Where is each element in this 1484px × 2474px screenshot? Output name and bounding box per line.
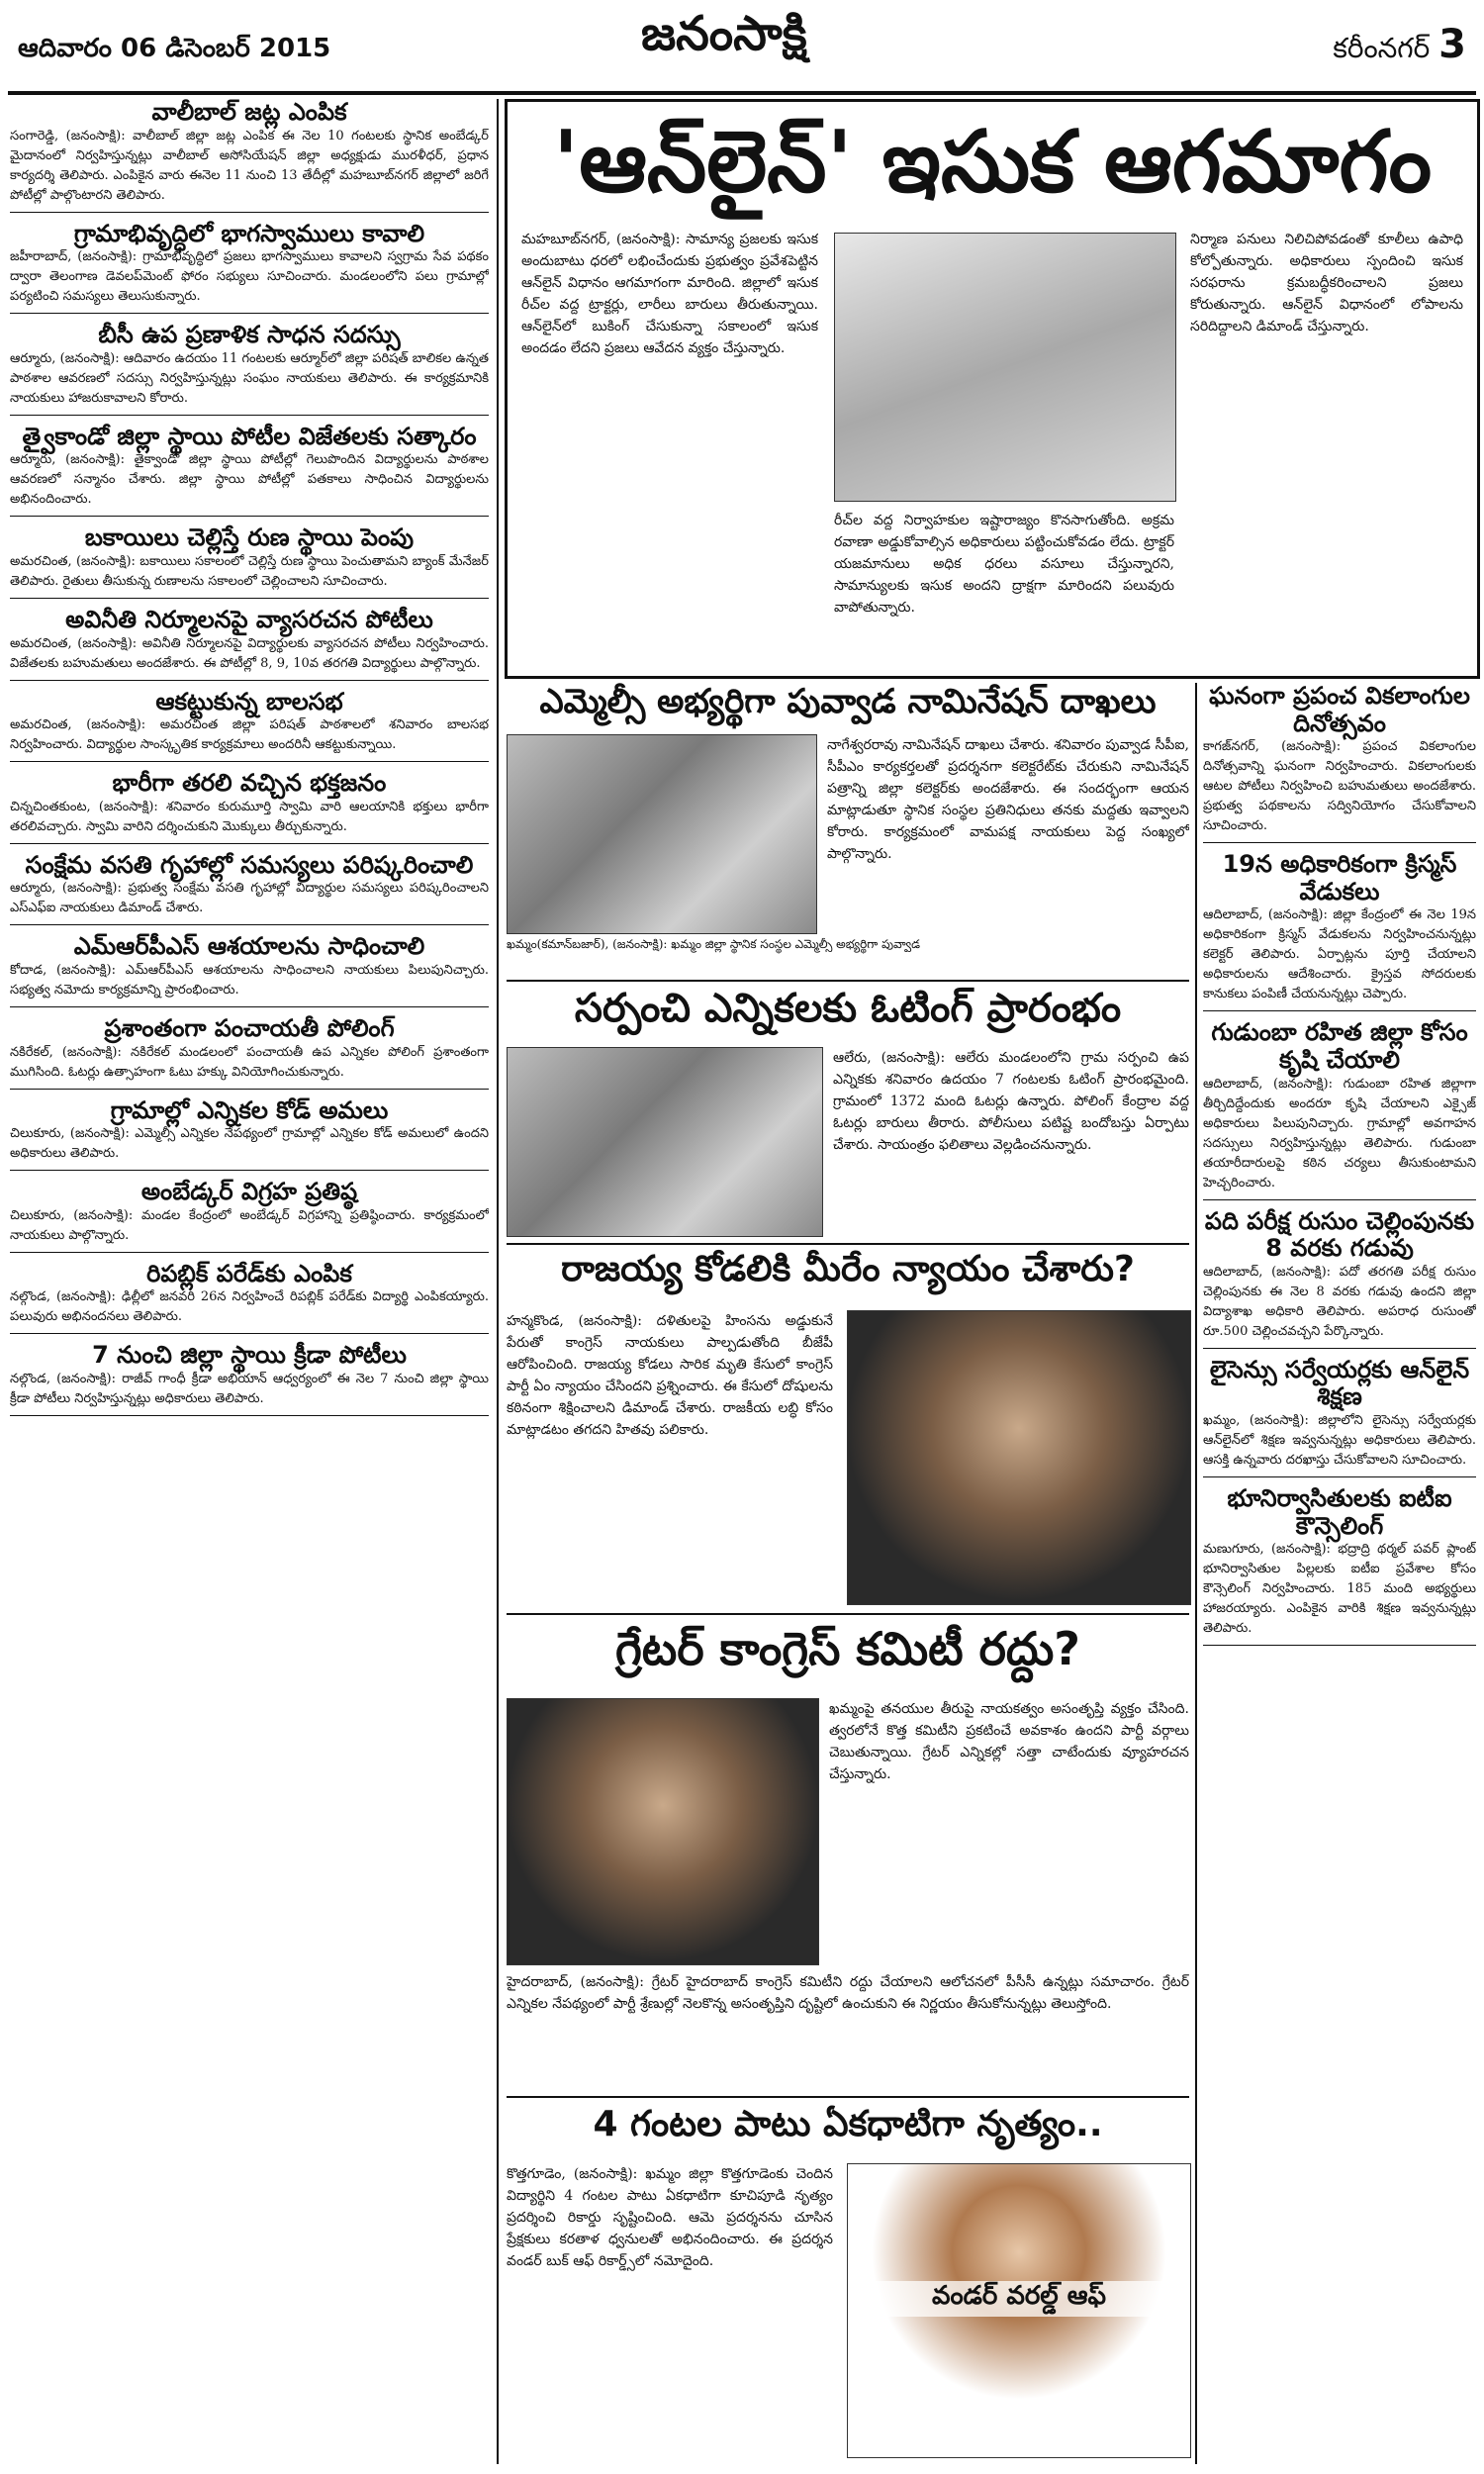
left-story bbox=[10, 1261, 489, 1335]
story-body: కాగజ్‌నగర్, (జనంసాక్షి): ప్రపంచ వికలాంగుల దినోత్సవాన్ని ఘనంగా నిర్వహించారు. వికలాంగులకు ఆటల పోటీలు నిర్వహించి బహుమతులు అందజేశారు. ప్రభుత్వ పథకాలను సద్వినియోగం చేసుకోవాలని సూచించారు. bbox=[1203, 739, 1476, 834]
left-story bbox=[10, 424, 489, 518]
divider-2 bbox=[507, 1243, 1189, 1245]
story-body: జహీరాబాద్, (జనంసాక్షి): గ్రామాభివృద్ధిలో ప్రజలు భాగస్వాములు కావాలని స్వగ్రామ సేవ పథకం ద్వారా తెలంగాణ డెవలప్‌మెంట్ ఫోరం సభ్యులు సూచించారు. మండలంలోని పలు గ్రామాల్లో పర్యటించి సమస్యలు తెలుసుకున్నారు. bbox=[10, 249, 489, 305]
top-story-body-2: రీచ్‌ల వద్ద నిర్వాహకుల ఇష్టారాజ్యం కొనసాగుతోంది. అక్రమ రవాణా అడ్డుకోవాల్సిన అధికారులు పట్టించుకోవడం లేదు. ట్రాక్టర్ యజమానులు అధిక ధరలు వసూలు చేస్తున్నారని, సామాన్యులకు ఇసుక అందని ద్రాక్షగా మారిందని పలువురు వాపోతున్నారు. bbox=[834, 513, 1174, 616]
story-headline: బీసీ ఉప ప్రణాళిక సాధన సదస్సు bbox=[98, 321, 401, 349]
dancer-photo-banner: వండర్ వరల్డ్ ఆఫ్ bbox=[858, 2281, 1180, 2317]
sarpanch-body: ఆలేరు, (జనంసాక్షి): ఆలేరు మండలంలోని గ్రామ సర్పంచి ఉప ఎన్నికకు శనివారం ఉదయం 7 గంటలకు ఓటింగ్ ప్రారంభమైంది. గ్రామంలో 1372 మంది ఓటర్లు ఉన్నారు. పోలింగ్ కేంద్రాల వద్ద ఓటర్లు బారులు తీరారు. పోలీసులు పటిష్ట బందోబస్తు ఏర్పాటు చేశారు. సాయంత్రం ఫలితాలు వెల్లడించనున్నారు. bbox=[833, 1050, 1189, 1153]
left-story bbox=[10, 322, 489, 416]
left-story bbox=[10, 1342, 489, 1416]
left-story bbox=[10, 852, 489, 926]
story-headline: సంక్షేమ వసతి గృహాల్లో సమస్యలు పరిష్కరించాలి bbox=[25, 850, 474, 879]
right-story bbox=[1203, 1208, 1476, 1349]
left-story bbox=[10, 607, 489, 681]
left-story bbox=[10, 221, 489, 315]
left-story bbox=[10, 1097, 489, 1172]
right-story bbox=[1203, 1485, 1476, 1646]
left-story bbox=[10, 1179, 489, 1253]
story-headline: వాలీబాల్ జట్ల ఎంపిక bbox=[151, 99, 347, 126]
story-body: ఆర్మూరు, (జనంసాక్షి): తైక్వాండో జిల్లా స్థాయి పోటీల్లో గెలుపొందిన విద్యార్థులను పాఠశాల ఆవరణలో సన్మానం చేశారు. జిల్లా స్థాయి పోటీల్లో పతకాలు సాధించిన విద్యార్థులను అభినందించారు. bbox=[10, 452, 489, 508]
right-story bbox=[1203, 683, 1476, 843]
top-story-headline: 'ఆన్‌లైన్' ఇసుక ఆగమాగం bbox=[552, 113, 1433, 212]
issue-date: ఆదివారం 06 డిసెంబర్ 2015 bbox=[18, 34, 331, 63]
story-body: అమరచింత, (జనంసాక్షి): అవినీతి నిర్మూలనపై విద్యార్థులకు వ్యాసరచన పోటీలు నిర్వహించారు. విజేతలకు బహుమతులు అందజేశారు. ఈ పోటీల్లో 8, 9, 10వ తరగతి విద్యార్థులు పాల్గొన్నారు. bbox=[10, 635, 489, 671]
nomination-caption: ఖమ్మం(కమాన్‌బజార్), (జనంసాక్షి): ఖమ్మం జిల్లా స్థానిక సంస్థల ఎమ్మెల్సీ అభ్యర్థిగా పువ్వాడ bbox=[507, 937, 921, 951]
story-body: సంగారెడ్డి, (జనంసాక్షి): వాలీబాల్ జిల్లా జట్ల ఎంపిక ఈ నెల 10 గంటలకు స్థానిక అంబేడ్కర్ మైదానంలో నిర్వహిస్తున్నట్లు వాలీబాల్ అసోసియేషన్ జిల్లా అధ్యక్షుడు మురళీధర్, ప్రధాన కార్యదర్శి తెలిపారు. ఎంపికైన వారు ఈనెల 11 నుంచి 13 తేదీల్లో మహబూబ్‌నగర్ జిల్లాలో జరిగే పోటీల్లో పాల్గొంటారని తెలిపారు. bbox=[10, 128, 489, 203]
right-story bbox=[1203, 1019, 1476, 1199]
story-body: ఆదిలాబాద్, (జనంసాక్షి): జిల్లా కేంద్రంలో ఈ నెల 19న అధికారికంగా క్రిస్మస్ వేడుకలను నిర్వహించనున్నట్లు కలెక్టర్ తెలిపారు. ఏర్పాట్లను పూర్తి చేయాలని అధికారులను ఆదేశించారు. క్రైస్తవ సోదరులకు కానుకలు పంపిణీ చేయనున్నట్లు చెప్పారు. bbox=[1203, 907, 1476, 1002]
edition-name: కరీంనగర్ bbox=[1333, 32, 1431, 64]
congress-leader-photo bbox=[507, 1698, 819, 1965]
story-headline: భారీగా తరలి వచ్చిన భక్తజనం bbox=[112, 769, 387, 798]
column-divider-left bbox=[497, 99, 499, 2464]
story-headline: ఘనంగా ప్రపంచ వికలాంగుల దినోత్సవం bbox=[1209, 683, 1470, 737]
rajaiah-body: హన్మకొండ, (జనంసాక్షి): దళితులపై హింసను అడ్డుకునే పేరుతో కాంగ్రెస్ నాయకులు పాల్పడుతోంది బీజేపీ ఆరోపించింది. రాజయ్య కోడలు సారిక మృతి కేసులో కాంగ్రెస్ పార్టీ ఏం న్యాయం చేసిందని ప్రశ్నించారు. ఈ కేసులో దోషులను కఠినంగా శిక్షించాలని డిమాండ్ చేశారు. రాజకీయ లబ్ధి కోసం మాట్లాడటం తగదని హితవు పలికారు. bbox=[507, 1313, 833, 1438]
nomination-photo bbox=[507, 734, 817, 934]
story-body: నల్గొండ, (జనంసాక్షి): ఢిల్లీలో జనవరి 26న నిర్వహించే రిపబ్లిక్ పరేడ్‌కు విద్యార్థి ఎంపికయ్యారు. పలువురు అభినందనలు తెలిపారు. bbox=[10, 1289, 489, 1325]
story-body: నల్గొండ, (జనంసాక్షి): రాజీవ్ గాంధీ క్రీడా అభియాన్ ఆధ్వర్యంలో ఈ నెల 7 నుంచి జిల్లా స్థాయి క్రీడా పోటీలు నిర్వహిస్తున్నట్లు అధికారులు తెలిపారు. bbox=[10, 1371, 489, 1406]
story-headline: బకాయిలు చెల్లిస్తే రుణ స్థాయి పెంపు bbox=[84, 523, 415, 552]
greater-congress-body-2: ఖమ్మంపై తనయుల తీరుపై నాయకత్వం అసంతృప్తి వ్యక్తం చేసింది. త్వరలోనే కొత్త కమిటీని ప్రకటించే అవకాశం ఉందని పార్టీ వర్గాలు చెబుతున్నాయి. గ్రేటర్ ఎన్నికల్లో సత్తా చాటేందుకు వ్యూహరచన చేస్తున్నారు. bbox=[829, 1701, 1189, 1782]
left-story bbox=[10, 933, 489, 1007]
politician-photo bbox=[847, 1310, 1191, 1605]
nomination-headline: ఎమ్మెల్సీ అభ్యర్థిగా పువ్వాడ నామినేషన్ దాఖలు bbox=[539, 682, 1157, 721]
story-headline: గుడుంబా రహిత జిల్లా కోసం కృషి చేయాలి bbox=[1211, 1018, 1468, 1074]
story-headline: గ్రామాల్లో ఎన్నికల కోడ్ అమలు bbox=[110, 1095, 389, 1124]
story-headline: పది పరీక్ష రుసుం చెల్లింపునకు 8 వరకు గడువు bbox=[1204, 1206, 1475, 1263]
column-divider-right bbox=[1195, 683, 1197, 2464]
story-headline: భూనిర్వాసితులకు ఐటీఐ కౌన్సెలింగ్ bbox=[1227, 1483, 1452, 1540]
story-body: ఆదిలాబాద్, (జనంసాక్షి): గుడుంబా రహిత జిల్లాగా తీర్చిదిద్దేందుకు అందరూ కృషి చేయాలని ఎక్సైజ్ అధికారులు పిలుపునిచ్చారు. గ్రామాల్లో అవగాహన సదస్సులు నిర్వహిస్తున్నట్లు తెలిపారు. గుడుంబా తయారీదారులపై కఠిన చర్యలు తీసుకుంటామని హెచ్చరించారు. bbox=[1203, 1076, 1476, 1190]
story-body: నకిరేకల్, (జనంసాక్షి): నకిరేకల్ మండలంలో పంచాయతీ ఉప ఎన్నికల పోలింగ్ ప్రశాంతంగా ముగిసింది. ఓటర్లు ఉత్సాహంగా ఓటు హక్కు వినియోగించుకున్నారు. bbox=[10, 1044, 489, 1080]
right-story bbox=[1203, 1357, 1476, 1477]
left-story bbox=[10, 1015, 489, 1090]
story-headline: త్వైకాండో జిల్లా స్థాయి పోటీల విజేతలకు సత్కారం bbox=[22, 422, 477, 450]
story-body: కోదాడ, (జనంసాక్షి): ఎమ్ఆర్‌పీఎస్ ఆశయాలను సాధించాలని నాయకులు పిలుపునిచ్చారు. సభ్యత్వ నమోదు కార్యక్రమాన్ని ప్రారంభించారు. bbox=[10, 962, 489, 998]
left-story bbox=[10, 689, 489, 763]
story-headline: ఆకట్టుకున్న బాలసభ bbox=[155, 687, 343, 715]
left-story bbox=[10, 524, 489, 599]
greater-congress-body-1: హైదరాబాద్, (జనంసాక్షి): గ్రేటర్ హైదరాబాద్ కాంగ్రెస్ కమిటీని రద్దు చేయాలని ఆలోచనలో పీసీసీ ఉన్నట్లు సమాచారం. గ్రేటర్ ఎన్నికల నేపథ్యంలో పార్టీ శ్రేణుల్లో నెలకొన్న అసంతృప్తిని దృష్టిలో ఉంచుకుని ఈ నిర్ణయం తీసుకోనున్నట్లు తెలుస్తోంది. bbox=[507, 1974, 1189, 2012]
story-body: చిలుకూరు, (జనంసాక్షి): మండల కేంద్రంలో అంబేడ్కర్ విగ్రహాన్ని ప్రతిష్ఠించారు. కార్యక్రమంలో నాయకులు పాల్గొన్నారు. bbox=[10, 1207, 489, 1243]
story-headline: రిపబ్లిక్ పరేడ్‌కు ఎంపిక bbox=[146, 1259, 352, 1287]
divider-1 bbox=[507, 980, 1189, 982]
story-body: ఖమ్మం, (జనంసాక్షి): జిల్లాలోని లైసెన్సు సర్వేయర్లకు ఆన్‌లైన్‌లో శిక్షణ ఇవ్వనున్నట్లు అధికారులు తెలిపారు. ఆసక్తి ఉన్నవారు దరఖాస్తు చేసుకోవాలని సూచించారు. bbox=[1203, 1412, 1476, 1468]
dancer-photo bbox=[847, 2163, 1191, 2458]
sand-reach-photo bbox=[834, 233, 1176, 502]
story-body: అమరచింత, (జనంసాక్షి): అమరచింత జిల్లా పరిషత్ పాఠశాలలో శనివారం బాలసభ నిర్వహించారు. విద్యార్థుల సాంస్కృతిక కార్యక్రమాలు అందరినీ ఆకట్టుకున్నాయి. bbox=[10, 717, 489, 753]
story-headline: లైసెన్సు సర్వేయర్లకు ఆన్‌లైన్ శిక్షణ bbox=[1209, 1355, 1470, 1411]
masthead bbox=[8, 0, 1476, 95]
edition-label bbox=[1333, 22, 1466, 71]
right-column bbox=[1203, 683, 1476, 2464]
polling-photo bbox=[507, 1047, 823, 1237]
page-number: 3 bbox=[1438, 22, 1466, 67]
dance-body: కొత్తగూడెం, (జనంసాక్షి): ఖమ్మం జిల్లా కొత్తగూడెంకు చెందిన విద్యార్థిని 4 గంటల పాటు ఏకధాటిగా కూచిపూడి నృత్యం ప్రదర్శించి రికార్డు సృష్టించింది. ఆమె ప్రదర్శనను చూసిన ప్రేక్షకులు కరతాళ ధ్వనులతో అభినందించారు. ఈ ప్రదర్శన వండర్ బుక్ ఆఫ్ రికార్డ్స్‌లో నమోదైంది. bbox=[507, 2166, 833, 2269]
story-body: ఆర్మూరు, (జనంసాక్షి): ఆదివారం ఉదయం 11 గంటలకు ఆర్మూర్‌లో జిల్లా పరిషత్ బాలికల ఉన్నత పాఠశాల ఆవరణలో సదస్సు నిర్వహిస్తున్నట్లు సంఘం నాయకులు తెలిపారు. ఈ కార్యక్రమానికి నాయకులు హాజరుకావాలని కోరారు. bbox=[10, 350, 489, 406]
story-headline: ప్రశాంతంగా పంచాయతీ పోలింగ్ bbox=[104, 1013, 395, 1042]
greater-congress-headline: గ్రేటర్ కాంగ్రెస్ కమిటీ రద్దు? bbox=[614, 1622, 1080, 1675]
story-body: చిన్నచింతకుంట, (జనంసాక్షి): శనివారం కురుమూర్తి స్వామి వారి ఆలయానికి భక్తులు భారీగా తరలివచ్చారు. స్వామి వారిని దర్శించుకుని మొక్కులు తీర్చుకున్నారు. bbox=[10, 799, 489, 834]
story-headline: 19న అధికారికంగా క్రిస్మస్ వేడుకలు bbox=[1222, 850, 1457, 905]
story-headline: గ్రామాభివృద్ధిలో భాగస్వాములు కావాలి bbox=[73, 219, 425, 247]
story-body: ఆర్మూరు, (జనంసాక్షి): ప్రభుత్వ సంక్షేమ వసతి గృహాల్లో విద్యార్థుల సమస్యలు పరిష్కరించాలని ఎస్ఎఫ్ఐ నాయకులు డిమాండ్ చేశారు. bbox=[10, 881, 489, 916]
right-story bbox=[1203, 851, 1476, 1011]
sarpanch-headline: సర్పంచి ఎన్నికలకు ఓటింగ్ ప్రారంభం bbox=[574, 986, 1122, 1031]
divider-3 bbox=[507, 1613, 1189, 1615]
story-headline: అవినీతి నిర్మూలనపై వ్యాసరచన పోటీలు bbox=[65, 605, 433, 633]
top-story-body-3: నిర్మాణ పనులు నిలిచిపోవడంతో కూలీలు ఉపాధి కోల్పోతున్నారు. అధికారులు స్పందించి ఇసుక సరఫరాను క్రమబద్ధీకరించాలని ప్రజలు కోరుతున్నారు. ఆన్‌లైన్ విధానంలో లోపాలను సరిదిద్దాలని డిమాండ్ చేస్తున్నారు. bbox=[1190, 232, 1463, 334]
story-body: అమరచింత, (జనంసాక్షి): బకాయిలు సకాలంలో చెల్లిస్తే రుణ స్థాయి పెంచుతామని బ్యాంక్ మేనేజర్ తెలిపారు. రైతులు తీసుకున్న రుణాలను సకాలంలో చెల్లించాలని సూచించారు. bbox=[10, 553, 489, 589]
rajaiah-headline: రాజయ్య కోడలికి మీరేం న్యాయం చేశారు? bbox=[561, 1249, 1135, 1289]
top-story-body-1: మహబూబ్‌నగర్, (జనంసాక్షి): సామాన్య ప్రజలకు ఇసుక అందుబాటు ధరలో లభించేందుకు ప్రభుత్వం ప్రవేశపెట్టిన ఆన్‌లైన్ విధానం ఆగమాగంగా మారింది. జిల్లాలో ఇసుక రీచ్‌ల వద్ద ట్రాక్టర్లు, లారీలు బారులు తీరుతున్నాయి. ఆన్‌లైన్‌లో బుకింగ్ చేసుకున్నా సకాలంలో ఇసుక అందడం లేదని ప్రజలు ఆవేదన వ్యక్తం చేస్తున్నారు. bbox=[521, 232, 818, 356]
left-story bbox=[10, 770, 489, 844]
left-column bbox=[10, 99, 489, 2464]
story-headline: అంబేడ్కర్ విగ్రహ ప్రతిష్ఠ bbox=[140, 1178, 358, 1206]
story-headline: ఎమ్ఆర్‌పీఎస్ ఆశయాలను సాధించాలి bbox=[73, 932, 425, 961]
story-body: చిలుకూరు, (జనంసాక్షి): ఎమ్మెల్సీ ఎన్నికల నేపథ్యంలో గ్రామాల్లో ఎన్నికల కోడ్ అమలులో ఉందని అధికారులు తెలిపారు. bbox=[10, 1126, 489, 1162]
story-headline: 7 నుంచి జిల్లా స్థాయి క్రీడా పోటీలు bbox=[92, 1341, 407, 1370]
story-body: మణుగూరు, (జనంసాక్షి): భద్రాద్రి థర్మల్ పవర్ ప్లాంట్ భూనిర్వాసితుల పిల్లలకు ఐటీఐ ప్రవేశాల కోసం కౌన్సెలింగ్ నిర్వహించారు. 185 మంది అభ్యర్థులు హాజరయ్యారు. ఎంపికైన వారికి శిక్షణ ఇవ్వనున్నట్లు తెలిపారు. bbox=[1203, 1542, 1476, 1637]
paper-name: జనంసాక్షి bbox=[641, 6, 807, 61]
divider-4 bbox=[507, 2096, 1189, 2098]
left-story bbox=[10, 99, 489, 213]
nomination-body: నాగేశ్వరరావు నామినేషన్ దాఖలు చేశారు. శనివారం పువ్వాడ సీపీఐ, సీపీఎం కార్యకర్తలతో ప్రదర్శనగా కలెక్టరేట్‌కు చేరుకుని నామినేషన్ పత్రాన్ని జిల్లా కలెక్టర్‌కు అందజేశారు. ఈ సందర్భంగా ఆయన మాట్లాడుతూ స్థానిక సంస్థల ప్రతినిధులు తనకు మద్దతు ఇవ్వాలని కోరారు. కార్యక్రమంలో వామపక్ష నాయకులు పెద్ద సంఖ్యలో పాల్గొన్నారు. bbox=[827, 737, 1189, 862]
dance-headline: 4 గంటల పాటు ఏకధాటిగా నృత్యం.. bbox=[593, 2104, 1103, 2144]
story-body: ఆదిలాబాద్, (జనంసాక్షి): పదో తరగతి పరీక్ష రుసుం చెల్లింపునకు ఈ నెల 8 వరకు గడువు ఉందని జిల్లా విద్యాశాఖ అధికారి తెలిపారు. అపరాధ రుసుంతో రూ.500 చెల్లించవచ్చని పేర్కొన్నారు. bbox=[1203, 1264, 1476, 1339]
top-story-box bbox=[505, 99, 1480, 679]
